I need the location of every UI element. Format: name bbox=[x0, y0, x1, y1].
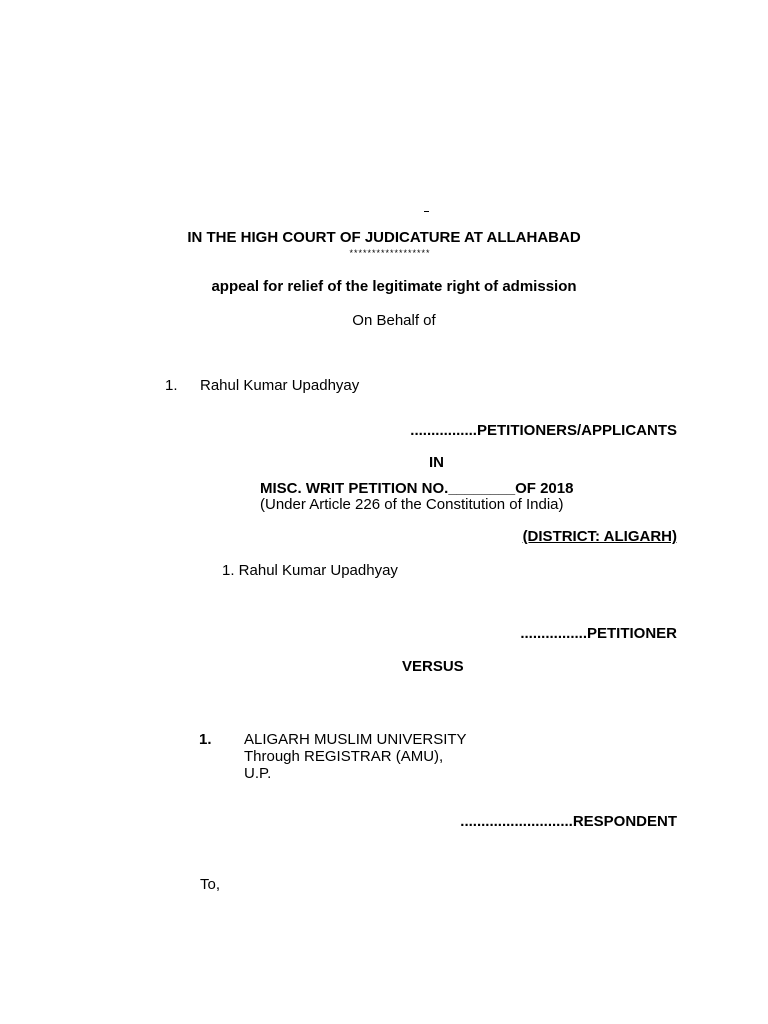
on-behalf-of: On Behalf of bbox=[352, 312, 436, 329]
applicant-name: Rahul Kumar Upadhyay bbox=[200, 377, 360, 394]
applicant-number: 1. bbox=[165, 377, 178, 394]
applicant-role: ................PETITIONERS/APPLICANTS bbox=[410, 422, 677, 439]
respondent-line1: ALIGARH MUSLIM UNIVERSITY bbox=[244, 731, 467, 748]
to-line: To, bbox=[200, 876, 221, 893]
petitioner-line: 1. Rahul Kumar Upadhyay bbox=[222, 562, 398, 579]
petition-title: MISC. WRIT PETITION NO.________OF 2018 bbox=[260, 480, 574, 497]
header-mark bbox=[424, 211, 429, 212]
petition-subtitle: (Under Article 226 of the Constitution of India) bbox=[260, 496, 564, 513]
in-label: IN bbox=[429, 454, 444, 471]
respondent-line2: Through REGISTRAR (AMU), bbox=[244, 748, 444, 765]
respondent-number: 1. bbox=[199, 731, 212, 748]
title-stars: ****************** bbox=[349, 248, 431, 258]
court-title: IN THE HIGH COURT OF JUDICATURE AT ALLAHABAD bbox=[187, 229, 581, 246]
district-line: (DISTRICT: ALIGARH) bbox=[522, 528, 677, 545]
subject-line: appeal for relief of the legitimate right of admission bbox=[211, 278, 577, 295]
respondent-line3: U.P. bbox=[244, 765, 272, 782]
respondent-role: ...........................RESPONDENT bbox=[460, 813, 677, 830]
versus-label: VERSUS bbox=[402, 658, 464, 675]
petitioner-role: ................PETITIONER bbox=[520, 625, 677, 642]
